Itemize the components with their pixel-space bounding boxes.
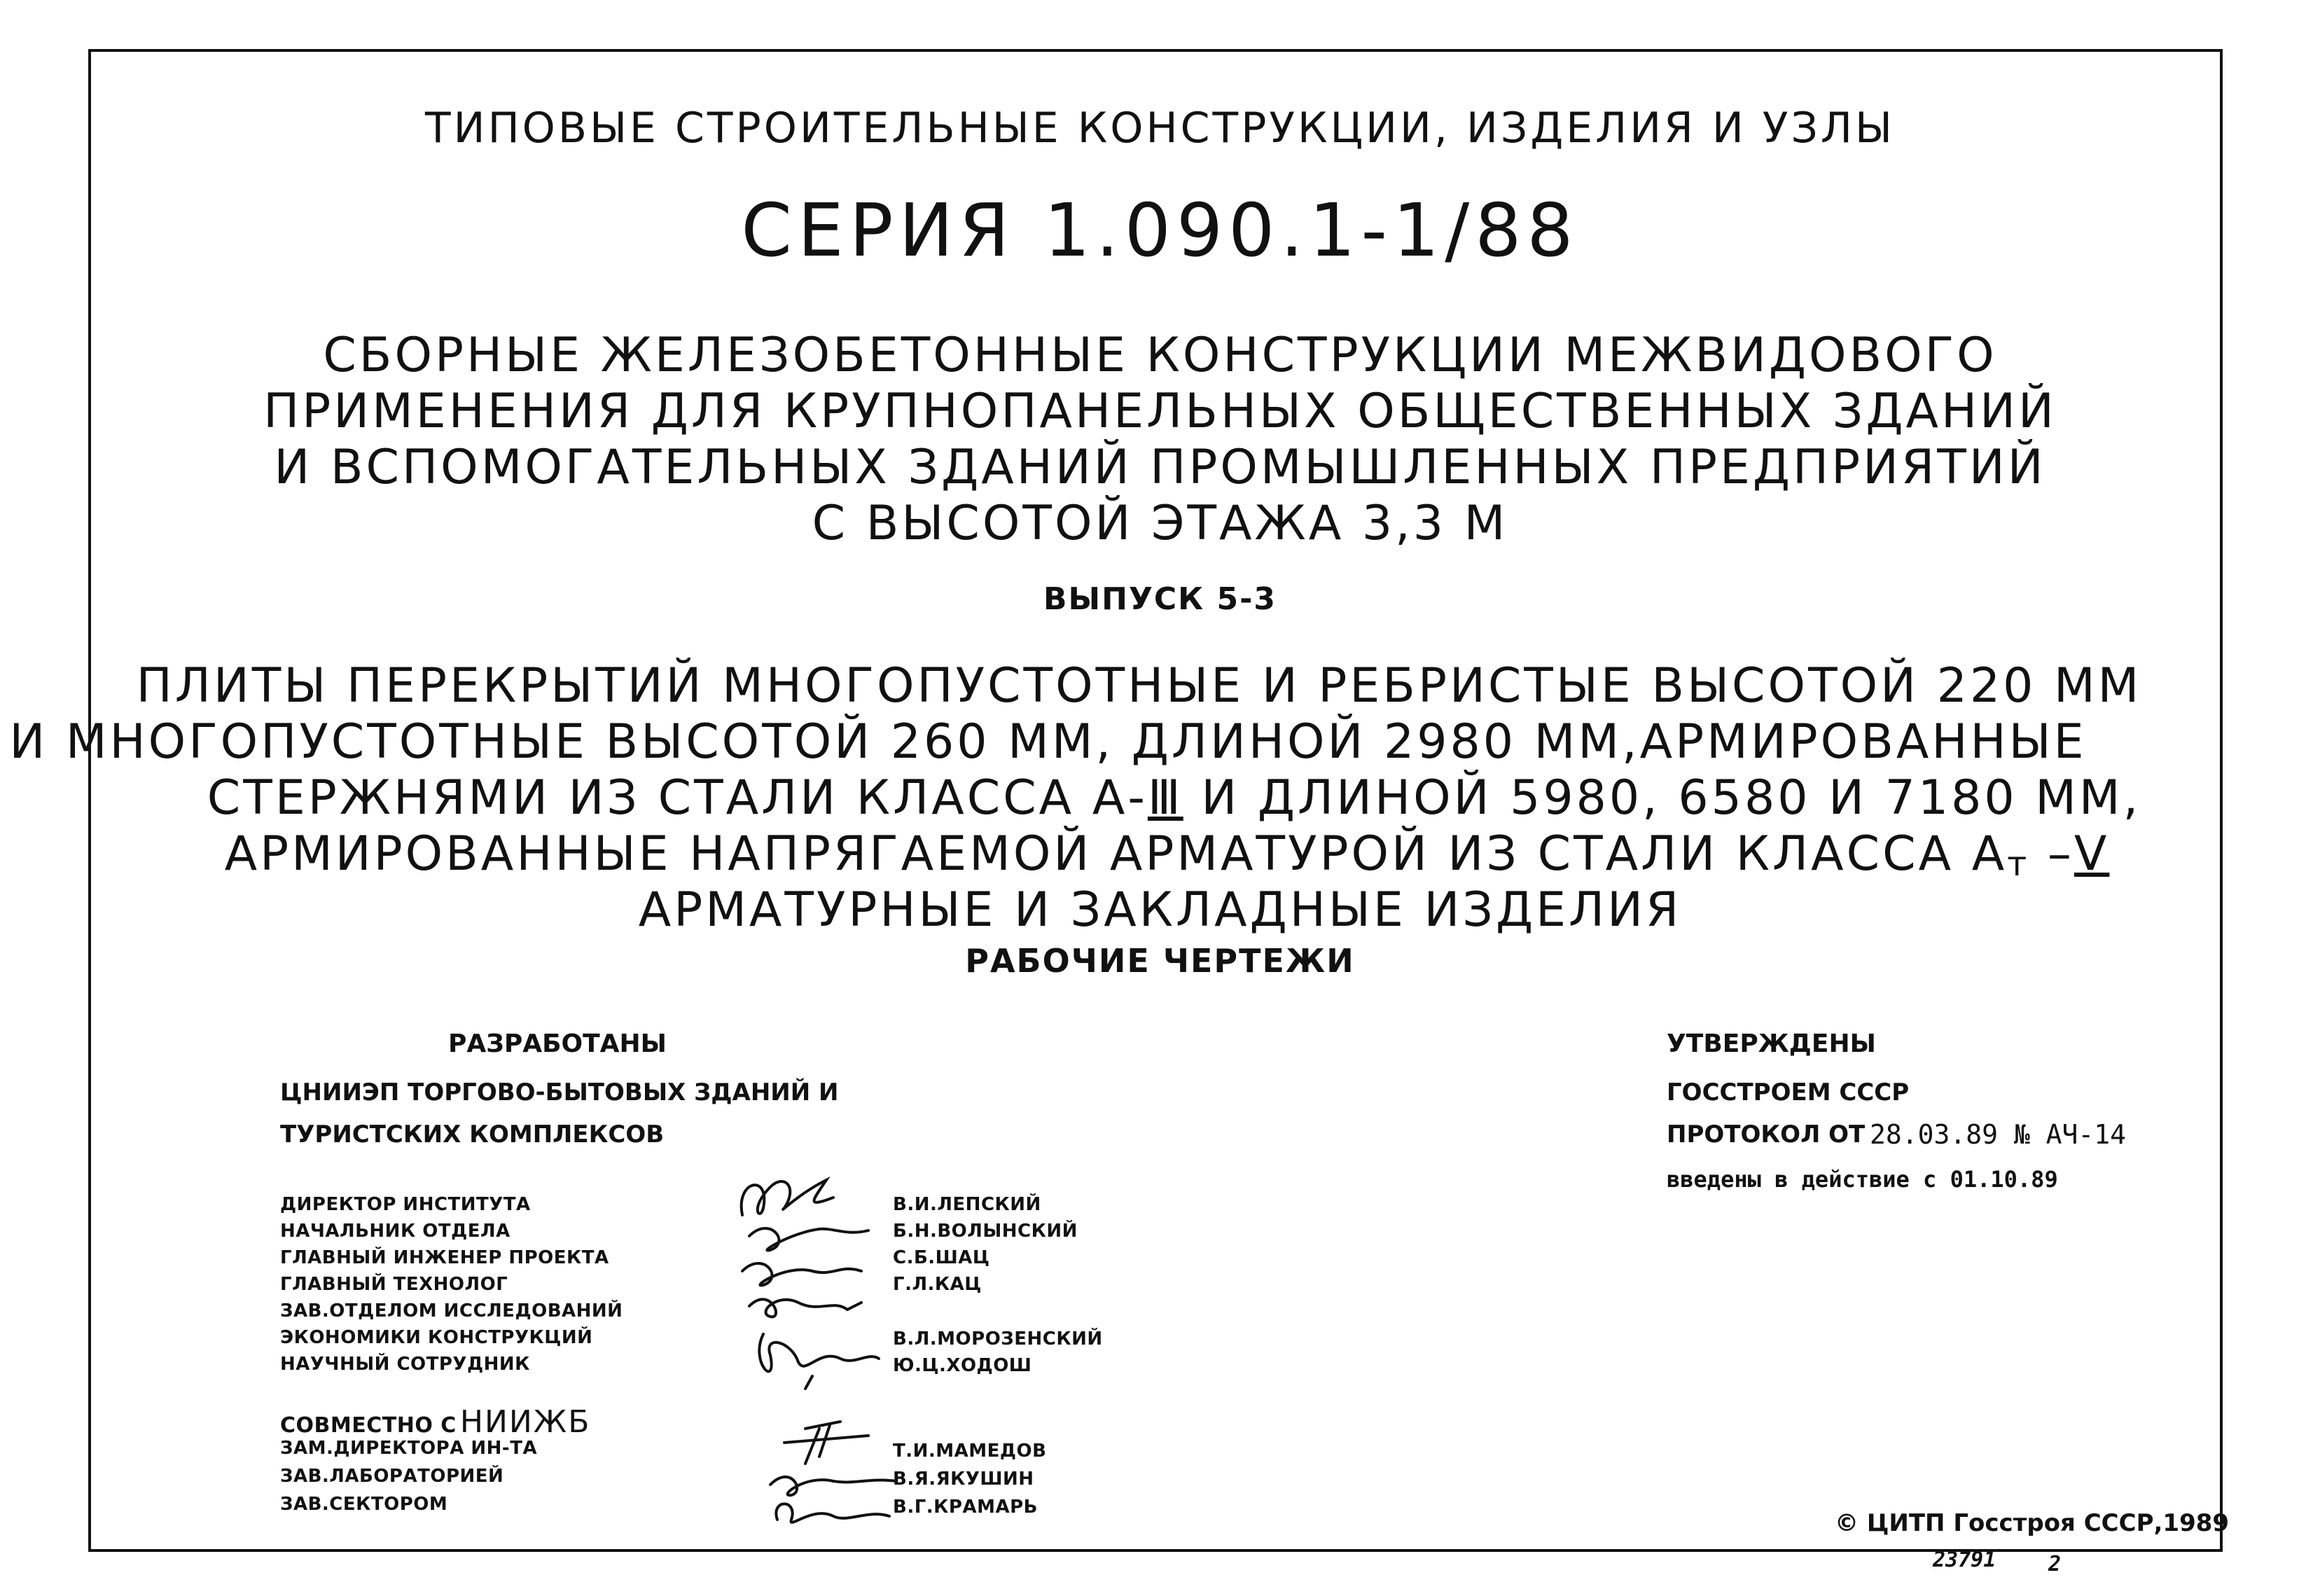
- signatures-developers: [728, 1166, 889, 1390]
- footer-page: 2: [2048, 1552, 2062, 1576]
- subject-line-4: [7, 826, 2320, 884]
- protocol-value: 28.03.89 № АЧ-14: [1870, 1119, 2127, 1150]
- developed-heading: РАЗРАБОТАНЫ: [448, 1029, 667, 1058]
- name-lepsky: В.И.ЛЕПСКИЙ: [893, 1194, 1041, 1215]
- work-drawings-label: РАБОЧИЕ ЧЕРТЕЖИ: [965, 942, 1355, 980]
- title-line-1: СБОРНЫЕ ЖЕЛЕЗОБЕТОННЫЕ КОНСТРУКЦИИ МЕЖВИДОВОГО: [323, 328, 1997, 383]
- name-shats: С.Б.ШАЦ: [893, 1247, 990, 1268]
- developed-org-line-1: ЦНИИЭП ТОРГОВО-БЫТОВЫХ ЗДАНИЙ И: [280, 1078, 839, 1106]
- enacted-date: введены в действие с 01.10.89: [1667, 1166, 2058, 1193]
- steel-class-iii: Ⅲ: [1147, 770, 1183, 826]
- joint-org: НИИЖБ: [459, 1404, 591, 1440]
- name-khodosh: Ю.Ц.ХОДОШ: [893, 1355, 1032, 1376]
- role-department-head: НАЧАЛЬНИК ОТДЕЛА: [280, 1221, 510, 1242]
- steel-class-v: Ⅴ: [2074, 826, 2110, 882]
- name-morozensky: В.Л.МОРОЗЕНСКИЙ: [893, 1328, 1103, 1349]
- role-research-head: ЗАВ.ОТДЕЛОМ ИССЛЕДОВАНИЙ: [280, 1300, 623, 1321]
- subject-line-4-text: АРМИРОВАННЫЕ НАПРЯГАЕМОЙ АРМАТУРОЙ ИЗ СТАЛИ КЛАССА А: [224, 826, 2008, 882]
- signatures-niizhb: [763, 1415, 903, 1541]
- role-chief-engineer: ГЛАВНЫЙ ИНЖЕНЕР ПРОЕКТА: [280, 1247, 609, 1268]
- issue-number: ВЫПУСК 5-3: [1043, 581, 1277, 617]
- joint-role-lab-head: ЗАВ.ЛАБОРАТОРИЕЙ: [280, 1466, 504, 1487]
- developed-org-line-2: ТУРИСТСКИХ КОМПЛЕКСОВ: [280, 1120, 665, 1149]
- subject-line-4-dash: –: [2029, 826, 2074, 882]
- subject-line-3-text: СТЕРЖНЯМИ ИЗ СТАЛИ КЛАССА А-: [207, 770, 1148, 826]
- joint-heading: [280, 1404, 590, 1440]
- joint-role-deputy: ЗАМ.ДИРЕКТОРА ИН-ТА: [280, 1438, 538, 1459]
- approved-org: ГОССТРОЕМ СССР: [1667, 1078, 1910, 1106]
- subject-line-5: АРМАТУРНЫЕ И ЗАКЛАДНЫЕ ИЗДЕЛИЯ: [638, 882, 1682, 938]
- document-header: ТИПОВЫЕ СТРОИТЕЛЬНЫЕ КОНСТРУКЦИИ, ИЗДЕЛИЯ И УЗЛЫ: [425, 104, 1895, 153]
- subject-line-2: И МНОГОПУСТОТНЫЕ ВЫСОТОЙ 260 ММ, ДЛИНОЙ 2980 ММ,АРМИРОВАННЫЕ: [9, 714, 2087, 770]
- title-line-3: И ВСПОМОГАТЕЛЬНЫХ ЗДАНИЙ ПРОМЫШЛЕННЫХ ПРЕДПРИЯТИЙ: [274, 440, 2046, 495]
- role-director: ДИРЕКТОР ИНСТИТУТА: [280, 1194, 531, 1215]
- joint-prefix: СОВМЕСТНО С: [280, 1413, 457, 1438]
- subject-line-3: [14, 770, 2320, 826]
- joint-name-kramar: В.Г.КРАМАРЬ: [893, 1497, 1038, 1518]
- subject-line-1: ПЛИТЫ ПЕРЕКРЫТИЙ МНОГОПУСТОТНЫЕ И РЕБРИСТЫЕ ВЫСОТОЙ 220 ММ: [136, 658, 2142, 714]
- role-researcher: НАУЧНЫЙ СОТРУДНИК: [280, 1354, 530, 1375]
- role-chief-technologist: ГЛАВНЫЙ ТЕХНОЛОГ: [280, 1274, 508, 1295]
- subject-line-3-rest: И ДЛИНОЙ 5980, 6580 И 7180 ММ,: [1183, 770, 2141, 826]
- approved-heading: УТВЕРЖДЕНЫ: [1667, 1029, 1876, 1058]
- joint-name-yakushin: В.Я.ЯКУШИН: [893, 1469, 1034, 1490]
- name-kats: Г.Л.КАЦ: [893, 1274, 982, 1295]
- joint-role-sector-head: ЗАВ.СЕКТОРОМ: [280, 1494, 448, 1515]
- name-volynsky: Б.Н.ВОЛЫНСКИЙ: [893, 1221, 1078, 1242]
- steel-class-subscript: т: [2007, 845, 2030, 884]
- copyright: © ЦИТП Госстроя СССР,1989: [1835, 1509, 2230, 1537]
- footer-number: 23791: [1933, 1548, 1996, 1572]
- role-research-head-cont: ЭКОНОМИКИ КОНСТРУКЦИЙ: [280, 1327, 593, 1348]
- series-number: СЕРИЯ 1.090.1-1/88: [741, 188, 1579, 273]
- protocol-label: ПРОТОКОЛ ОТ: [1667, 1120, 1866, 1149]
- title-line-4: С ВЫСОТОЙ ЭТАЖА 3,3 М: [812, 496, 1508, 551]
- title-line-2: ПРИМЕНЕНИЯ ДЛЯ КРУПНОПАНЕЛЬНЫХ ОБЩЕСТВЕННЫХ ЗДАНИЙ: [263, 384, 2057, 439]
- joint-name-mamedov: Т.И.МАМЕДОВ: [893, 1441, 1047, 1462]
